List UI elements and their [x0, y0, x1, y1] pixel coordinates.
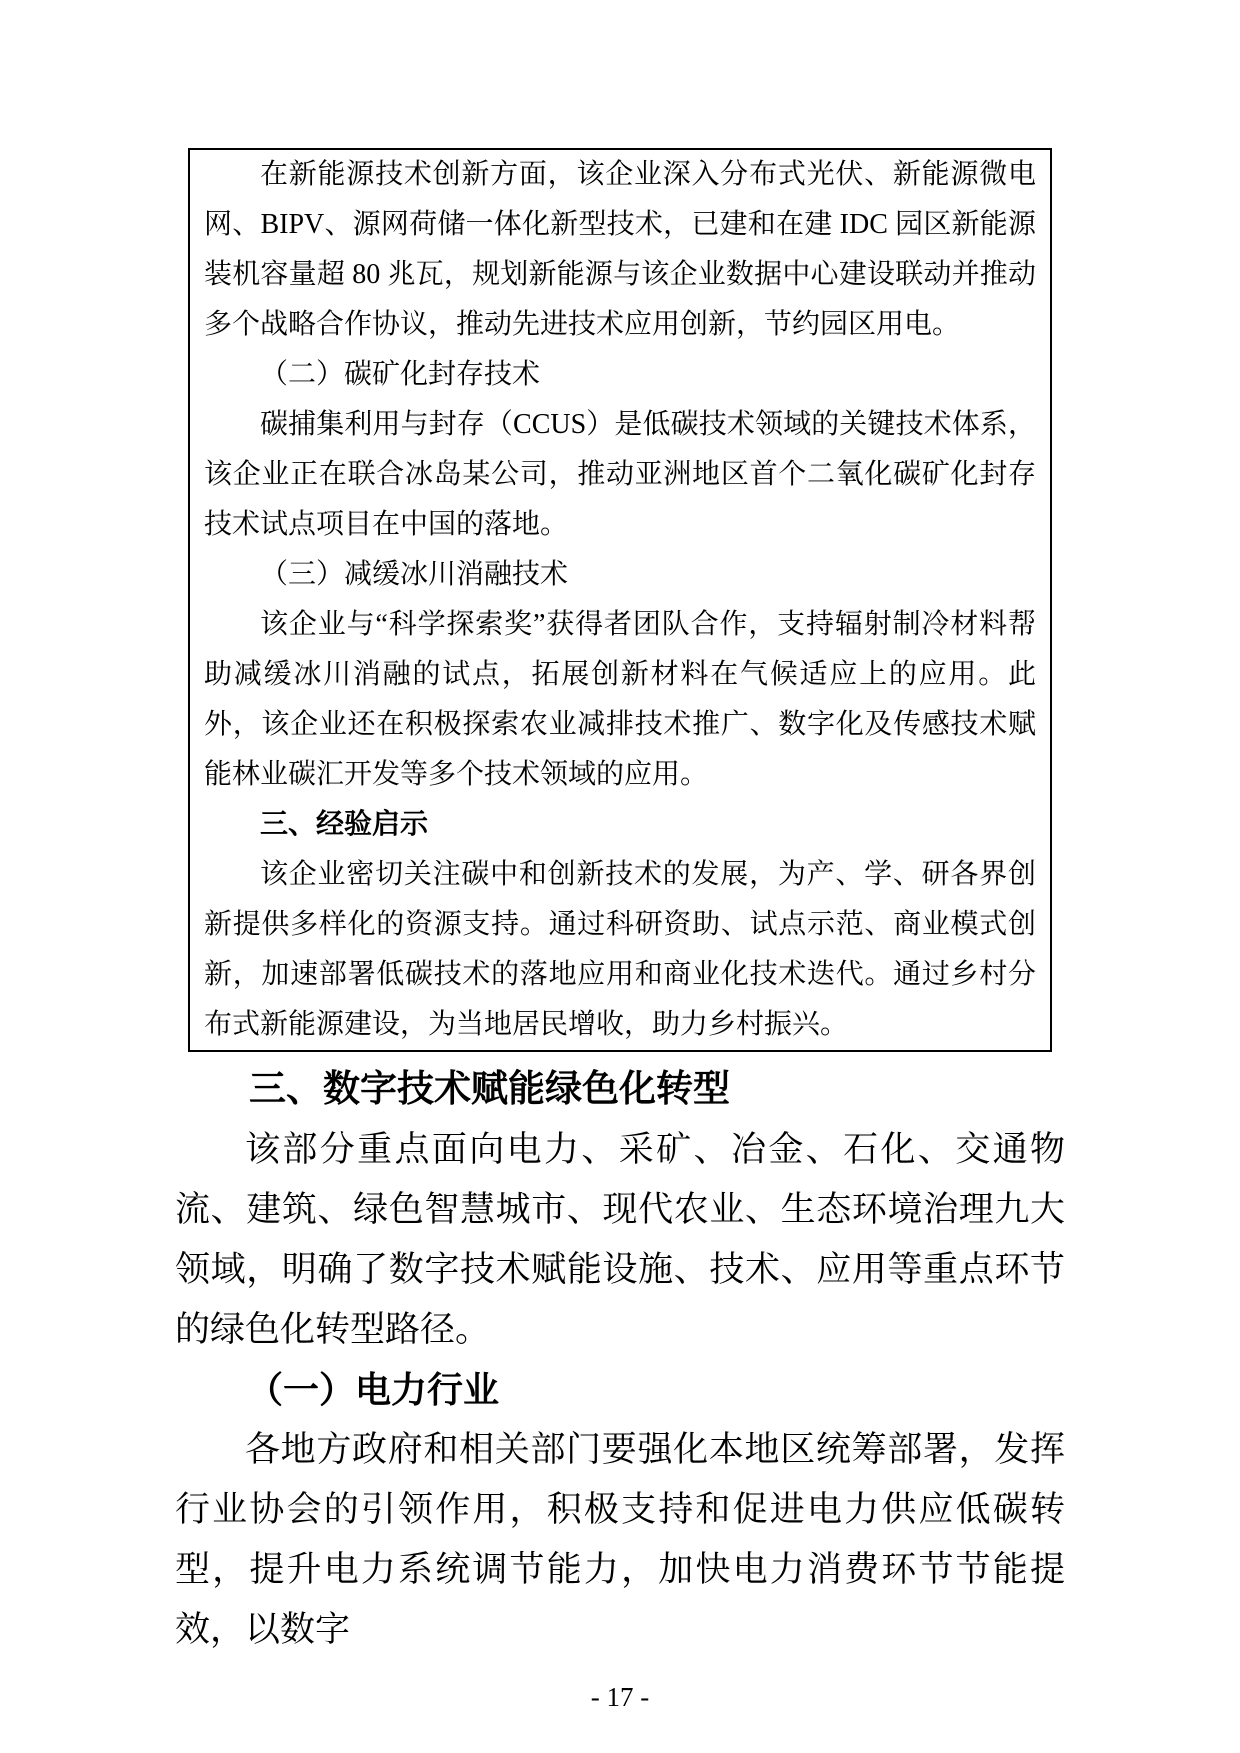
section-heading-digital-green-transition: 三、数字技术赋能绿色化转型: [249, 1069, 730, 1110]
box-paragraph-ccus: 碳捕集利用与封存（CCUS）是低碳技术领域的关键技术体系，该企业正在联合冰岛某公司，推动亚洲地区首个二氧化碳矿化封存技术试点项目在中国的落地。: [204, 409, 1036, 540]
power-industry-paragraph: 各地方政府和相关部门要强化本地区统筹部署，发挥行业协会的引领作用，积极支持和促进电力供应低碳转型，提升电力系统调节能力，加快电力消费环节节能提效，以数字: [175, 1430, 1065, 1649]
intro-paragraph: 该部分重点面向电力、采矿、冶金、石化、交通物流、建筑、绿色智慧城市、现代农业、生态环境治理九大领域，明确了数字技术赋能设施、技术、应用等重点环节的绿色化转型路径。: [175, 1130, 1065, 1349]
page-number: - 17 -: [590, 1682, 650, 1712]
box-paragraph-experience: 该企业密切关注碳中和创新技术的发展，为产、学、研各界创新提供多样化的资源支持。通过科研资助、试点示范、商业模式创新，加速部署低碳技术的落地应用和商业化技术迭代。通过乡村分布式新能源建设，为当地居民增收，助力乡村振兴。: [204, 859, 1036, 1040]
box-paragraph-new-energy: 在新能源技术创新方面，该企业深入分布式光伏、新能源微电网、BIPV、源网荷储一体化新型技术，已建和在建 IDC 园区新能源装机容量超 80 兆瓦，规划新能源与该企业数据中心建设联动并推动多个战略合作协议，推动先进技术应用创新，节约园区用电。: [204, 159, 1036, 340]
box-subheading-carbon-mineralization: （二）碳矿化封存技术: [260, 359, 541, 390]
case-study-box: [188, 148, 1052, 1052]
box-subheading-experience: 三、经验启示: [260, 809, 429, 840]
box-paragraph-glacier: 该企业与“科学探索奖”获得者团队合作，支持辐射制冷材料帮助减缓冰川消融的试点，拓展创新材料在气候适应上的应用。此外，该企业还在积极探索农业减排技术推广、数字化及传感技术赋能林业碳汇开发等多个技术领域的应用。: [204, 609, 1036, 790]
box-subheading-glacier: （三）减缓冰川消融技术: [260, 559, 569, 590]
subsection-heading-power-industry: （一）电力行业: [247, 1370, 500, 1410]
